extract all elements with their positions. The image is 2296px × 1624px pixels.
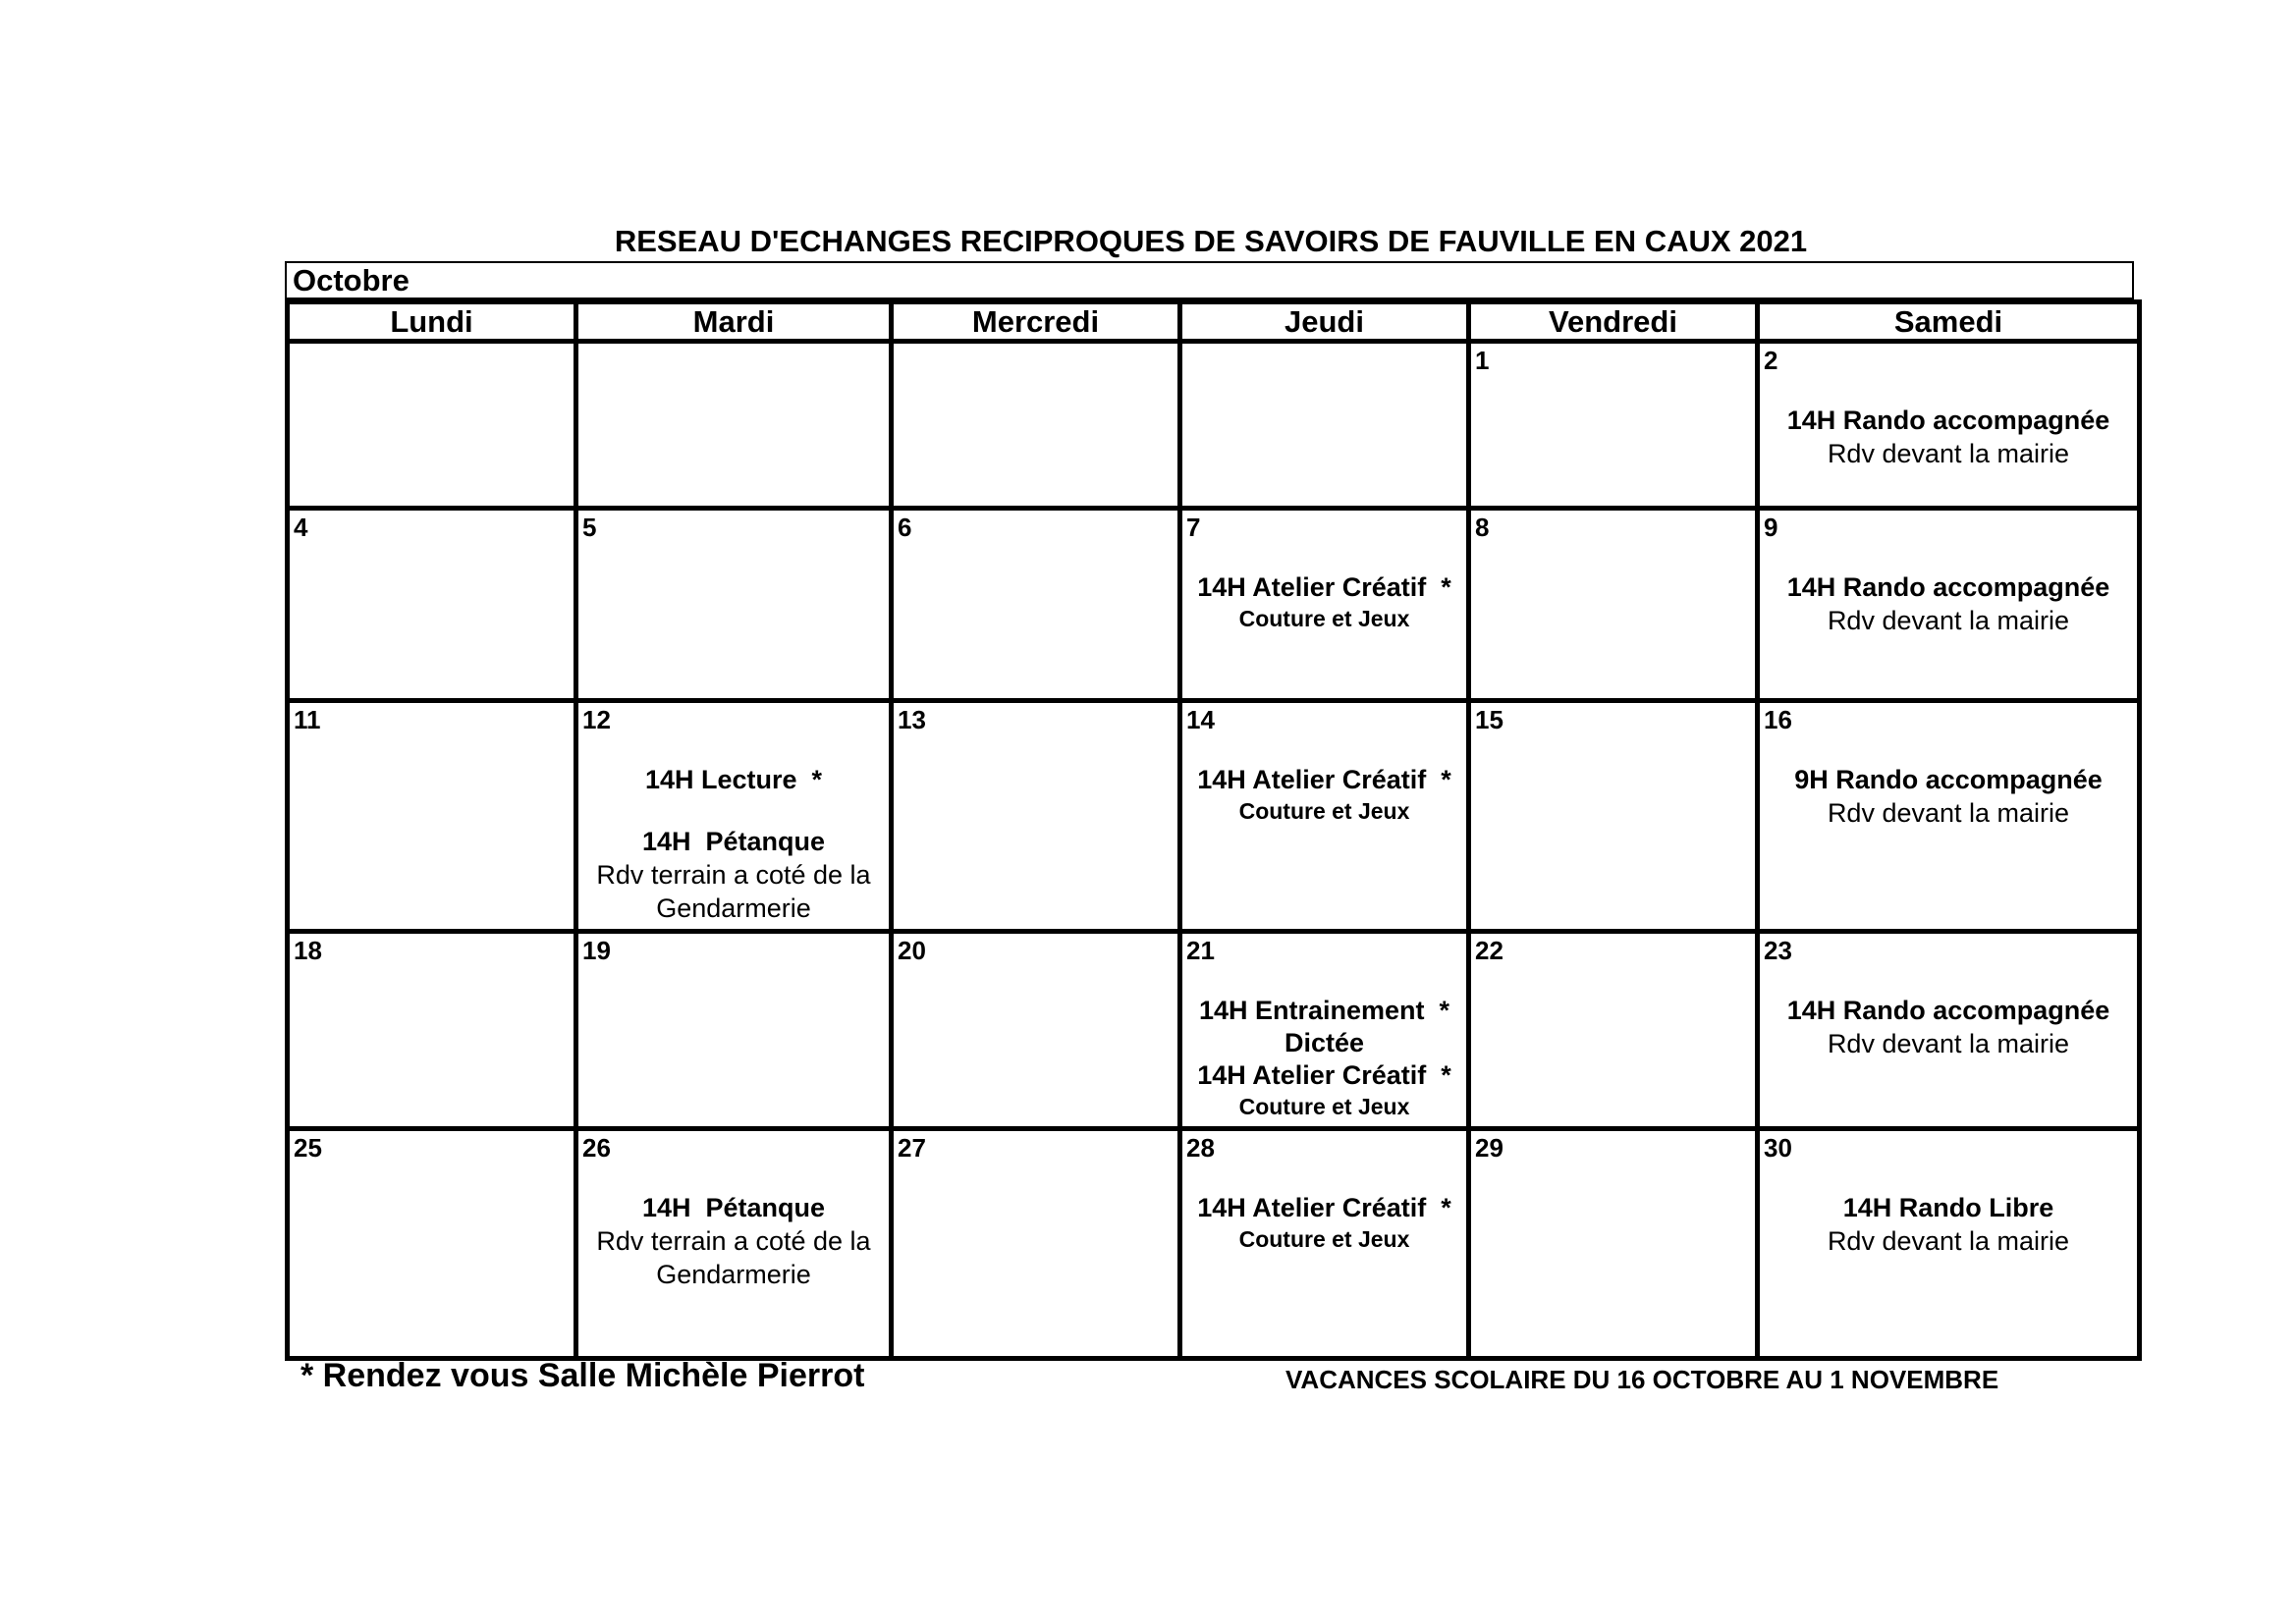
event-list — [1760, 571, 2137, 637]
event-subtitle: Couture et Jeux — [1238, 1226, 1410, 1252]
day-number: 9 — [1764, 513, 1778, 542]
event-title: 14H Atelier Créatif * — [1197, 572, 1451, 602]
day-cell — [1180, 932, 1469, 1129]
day-number: 23 — [1764, 936, 1792, 965]
day-number: 25 — [294, 1133, 322, 1163]
day-number: 30 — [1764, 1133, 1792, 1163]
event-note: Rdv terrain a coté de la Gendarmerie — [596, 1226, 871, 1289]
calendar-event — [1182, 995, 1466, 1059]
day-cell — [576, 342, 892, 509]
event-title: 14H Rando Libre — [1842, 1193, 2054, 1222]
day-cell — [576, 701, 892, 932]
week-row — [288, 1129, 2140, 1359]
event-title: 14H Pétanque — [641, 1193, 826, 1222]
calendar-event — [578, 1192, 889, 1291]
event-list — [1760, 1192, 2137, 1258]
day-cell — [288, 701, 576, 932]
day-number: 20 — [898, 936, 926, 965]
day-cell — [1758, 701, 2140, 932]
event-title: 14H Rando accompagnée — [1786, 572, 2110, 602]
event-note: Rdv devant la mairie — [1827, 798, 2070, 828]
day-cell — [1180, 342, 1469, 509]
day-cell — [576, 509, 892, 701]
day-cell — [1180, 701, 1469, 932]
calendar-event — [1760, 764, 2137, 830]
day-number: 19 — [582, 936, 611, 965]
day-cell — [892, 509, 1180, 701]
event-subtitle: Couture et Jeux — [1238, 798, 1410, 824]
calendar-event — [1760, 1192, 2137, 1258]
day-number: 21 — [1186, 936, 1215, 965]
event-title: 14H Pétanque — [641, 827, 826, 856]
event-note: Rdv terrain a coté de la Gendarmerie — [596, 860, 871, 923]
day-cell — [892, 1129, 1180, 1359]
day-number: 12 — [582, 705, 611, 734]
footer-location-note: * Rendez vous Salle Michèle Pierrot — [301, 1357, 865, 1394]
event-title: 14H Atelier Créatif * — [1197, 1193, 1451, 1222]
day-cell — [1180, 1129, 1469, 1359]
event-title: 14H Atelier Créatif * — [1197, 765, 1451, 794]
event-title: 9H Rando accompagnée — [1794, 765, 2103, 794]
event-title: 14H Entrainement * — [1198, 996, 1450, 1025]
day-number: 2 — [1764, 346, 1778, 375]
event-list — [1182, 1192, 1466, 1255]
weekday-saturday: Samedi — [1758, 302, 2140, 342]
day-number: 26 — [582, 1133, 611, 1163]
event-title: 14H Lecture * — [644, 765, 823, 794]
event-title: 14H Rando accompagnée — [1786, 406, 2110, 435]
event-title: 14H Atelier Créatif * — [1197, 1060, 1451, 1090]
day-number: 6 — [898, 513, 912, 542]
weekday-friday: Vendredi — [1469, 302, 1758, 342]
calendar-event — [1182, 764, 1466, 827]
day-cell — [1469, 342, 1758, 509]
week-row — [288, 701, 2140, 932]
day-cell — [288, 1129, 576, 1359]
weekday-thursday: Jeudi — [1180, 302, 1469, 342]
day-cell — [1758, 932, 2140, 1129]
day-cell — [288, 509, 576, 701]
event-list — [1760, 995, 2137, 1060]
day-number: 11 — [294, 705, 321, 734]
day-cell — [892, 342, 1180, 509]
calendar-event — [1182, 1192, 1466, 1255]
day-number: 28 — [1186, 1133, 1215, 1163]
day-number: 8 — [1475, 513, 1490, 542]
week-row — [288, 509, 2140, 701]
event-list — [1760, 764, 2137, 830]
weekday-header-row — [288, 302, 2140, 342]
day-cell — [892, 932, 1180, 1129]
day-number: 7 — [1186, 513, 1201, 542]
calendar-event — [1760, 571, 2137, 637]
calendar-event — [1760, 405, 2137, 470]
day-cell — [1469, 1129, 1758, 1359]
day-cell — [1469, 509, 1758, 701]
month-label: Octobre — [293, 263, 410, 298]
day-number: 27 — [898, 1133, 926, 1163]
weekday-tuesday: Mardi — [576, 302, 892, 342]
weekday-wednesday: Mercredi — [892, 302, 1180, 342]
week-row — [288, 932, 2140, 1129]
day-cell — [576, 932, 892, 1129]
month-header — [285, 261, 2134, 299]
footer-holiday-note: VACANCES SCOLAIRE DU 16 OCTOBRE AU 1 NOVEMBRE — [1285, 1365, 1999, 1394]
day-cell — [288, 342, 576, 509]
event-list — [1182, 995, 1466, 1122]
day-cell — [1469, 701, 1758, 932]
day-cell — [1758, 342, 2140, 509]
calendar-event — [578, 826, 889, 925]
day-cell — [288, 932, 576, 1129]
day-number: 1 — [1475, 346, 1490, 375]
calendar-event — [1182, 571, 1466, 634]
day-number: 15 — [1475, 705, 1503, 734]
day-number: 14 — [1186, 705, 1215, 734]
calendar-event — [1182, 1059, 1466, 1122]
day-cell — [892, 701, 1180, 932]
event-list — [1182, 764, 1466, 827]
weekday-monday: Lundi — [288, 302, 576, 342]
event-note: Rdv devant la mairie — [1827, 1226, 2070, 1256]
event-subtitle: Couture et Jeux — [1238, 1094, 1410, 1119]
event-list — [578, 764, 889, 925]
event-title: 14H Rando accompagnée — [1786, 996, 2110, 1025]
day-number: 18 — [294, 936, 322, 965]
calendar-event — [578, 764, 889, 796]
day-number: 13 — [898, 705, 926, 734]
day-cell — [1758, 1129, 2140, 1359]
day-number: 22 — [1475, 936, 1503, 965]
event-list — [1760, 405, 2137, 470]
calendar-grid — [285, 299, 2142, 1361]
day-cell — [1180, 509, 1469, 701]
event-subtitle: Couture et Jeux — [1238, 606, 1410, 631]
event-list — [578, 1192, 889, 1291]
day-number: 4 — [294, 513, 308, 542]
event-note: Rdv devant la mairie — [1827, 606, 2070, 635]
calendar-event — [1760, 995, 2137, 1060]
calendar-title: RESEAU D'ECHANGES RECIPROQUES DE SAVOIRS DE FAUVILLE EN CAUX 2021 — [614, 224, 1808, 258]
day-cell — [576, 1129, 892, 1359]
day-number: 16 — [1764, 705, 1792, 734]
day-number: 5 — [582, 513, 597, 542]
day-number: 29 — [1475, 1133, 1503, 1163]
day-cell — [1469, 932, 1758, 1129]
event-note: Rdv devant la mairie — [1827, 439, 2070, 468]
week-row — [288, 342, 2140, 509]
event-list — [1182, 571, 1466, 634]
event-title: Dictée — [1284, 1028, 1365, 1057]
event-note: Rdv devant la mairie — [1827, 1029, 2070, 1058]
day-cell — [1758, 509, 2140, 701]
